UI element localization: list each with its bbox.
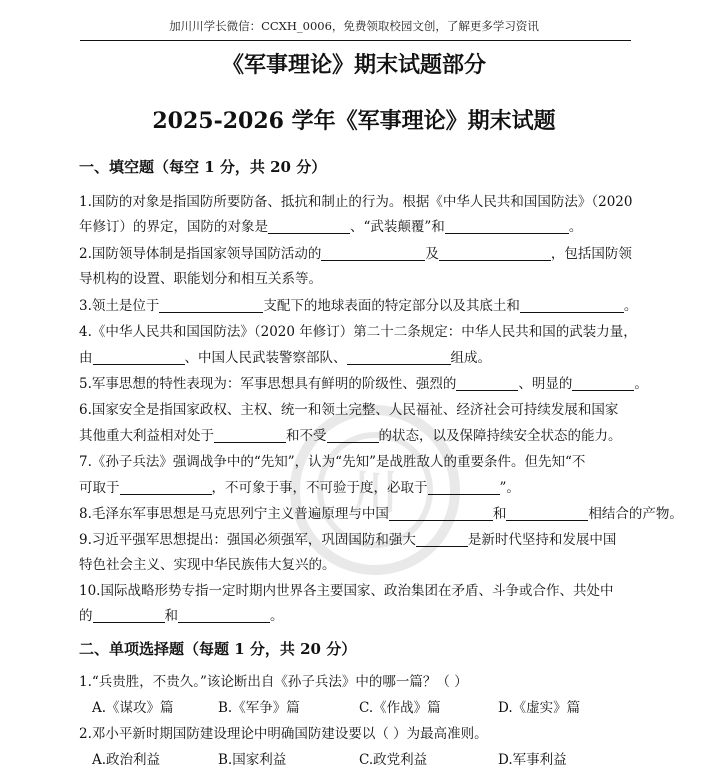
q4-line2: 由 、中国人民武装警察部队、 组成。 [79, 350, 491, 366]
mc2-option-a[interactable]: A.政治利益 [92, 752, 161, 768]
mc2-option-b[interactable]: B.国家利益 [218, 752, 287, 768]
q2-line2: 导机构的设置、职能划分和相互关系等。 [79, 271, 322, 287]
q1-line1: 1.国防的对象是指国防所要防备、抵抗和制止的行为。根据《中华人民共和国国防法》（2020 [79, 194, 633, 210]
q9-line1: 9.习近平强军思想提出：强国必须强军，巩固国防和强大 是新时代坚持和发展中国 [79, 532, 617, 548]
answer-blank[interactable] [456, 377, 518, 392]
answer-blank[interactable] [268, 220, 350, 235]
answer-blank[interactable] [214, 429, 286, 444]
q1-line2: 年修订）的界定，国防的对象是 、“武装颠覆”和 。 [79, 219, 583, 235]
answer-blank[interactable] [93, 351, 185, 366]
answer-blank[interactable] [120, 481, 212, 496]
mc1-stem: 1.“兵贵胜，不贵久。”该论断出自《孙子兵法》中的哪一篇？（ ） [79, 674, 468, 690]
answer-blank[interactable] [159, 299, 263, 314]
mc2-option-c[interactable]: C.政党利益 [359, 752, 428, 768]
q7-line1: 7.《孙子兵法》强调战争中的“先知”，认为“先知”是战胜敌人的重要条件。但先知“不 [79, 454, 586, 470]
answer-blank[interactable] [389, 507, 493, 522]
answer-blank[interactable] [347, 351, 451, 366]
answer-blank[interactable] [178, 609, 270, 624]
q9-line2: 特色社会主义、实现中华民族伟大复兴的。 [79, 557, 336, 573]
q10-line1: 10.国际战略形势专指一定时期内世界各主要国家、政治集团在矛盾、斗争或合作、共处中 [79, 583, 614, 599]
answer-blank[interactable] [321, 247, 425, 262]
svg-text:川: 川 [352, 465, 398, 519]
q10-line2: 的 和 。 [79, 608, 284, 624]
answer-blank[interactable] [428, 481, 500, 496]
mc1-option-a[interactable]: A.《谋攻》篇 [92, 700, 174, 716]
q6-line1: 6.国家安全是指国家政权、主权、统一和领土完整、人民福祉、经济社会可持续发展和国家 [79, 402, 619, 418]
q2-line1: 2.国防领导体制是指国家领导国防活动的 及 ，包括国防领 [79, 246, 632, 262]
section-multiple-choice: 二、单项选择题（每题 1 分，共 20 分） [79, 640, 357, 658]
q3-line: 3.领土是位于 支配下的地球表面的特定部分以及其底土和 。 [79, 298, 638, 314]
mc1-option-d[interactable]: D.《虚实》篇 [498, 700, 581, 716]
mc2-option-d[interactable]: D.军事利益 [498, 752, 567, 768]
answer-blank[interactable] [439, 247, 551, 262]
answer-blank[interactable] [445, 220, 569, 235]
mc1-option-c[interactable]: C.《作战》篇 [359, 700, 441, 716]
answer-blank[interactable] [327, 429, 379, 444]
q5-line: 5.军事思想的特性表现为：军事思想具有鲜明的阶级性、强烈的 、明显的 。 [79, 376, 648, 392]
answer-blank[interactable] [506, 507, 588, 522]
q8-line: 8.毛泽东军事思想是马克思列宁主义普遍原理与中国 和 相结合的产物。 [79, 506, 683, 522]
header-divider [80, 40, 631, 41]
q4-line1: 4.《中华人民共和国国防法》（2020 年修订）第二十二条规定：中华人民共和国的武装力量， [79, 324, 637, 340]
mc2-stem: 2.邓小平新时期国防建设理论中明确国防建设要以（ ）为最高准则。 [79, 726, 488, 742]
q7-line2: 可取于 ，不可象于事，不可验于度，必取于 ”。 [79, 480, 520, 496]
exam-title: 2025-2026 学年《军事理论》期末试题 [152, 108, 556, 134]
answer-blank[interactable] [416, 533, 468, 548]
doc-title: 《军事理论》期末试题部分 [221, 52, 486, 78]
answer-blank[interactable] [520, 299, 624, 314]
answer-blank[interactable] [572, 377, 634, 392]
q6-line2: 其他重大利益相对处于 和不受 的状态，以及保障持续安全状态的能力。 [79, 428, 622, 444]
mc1-option-b[interactable]: B.《军争》篇 [218, 700, 300, 716]
answer-blank[interactable] [93, 609, 165, 624]
page-header: 加川川学长微信：CCXH_0006，免费领取校园文创，了解更多学习资讯 [169, 19, 539, 33]
section-fill-in: 一、填空题（每空 1 分，共 20 分） [79, 158, 327, 176]
